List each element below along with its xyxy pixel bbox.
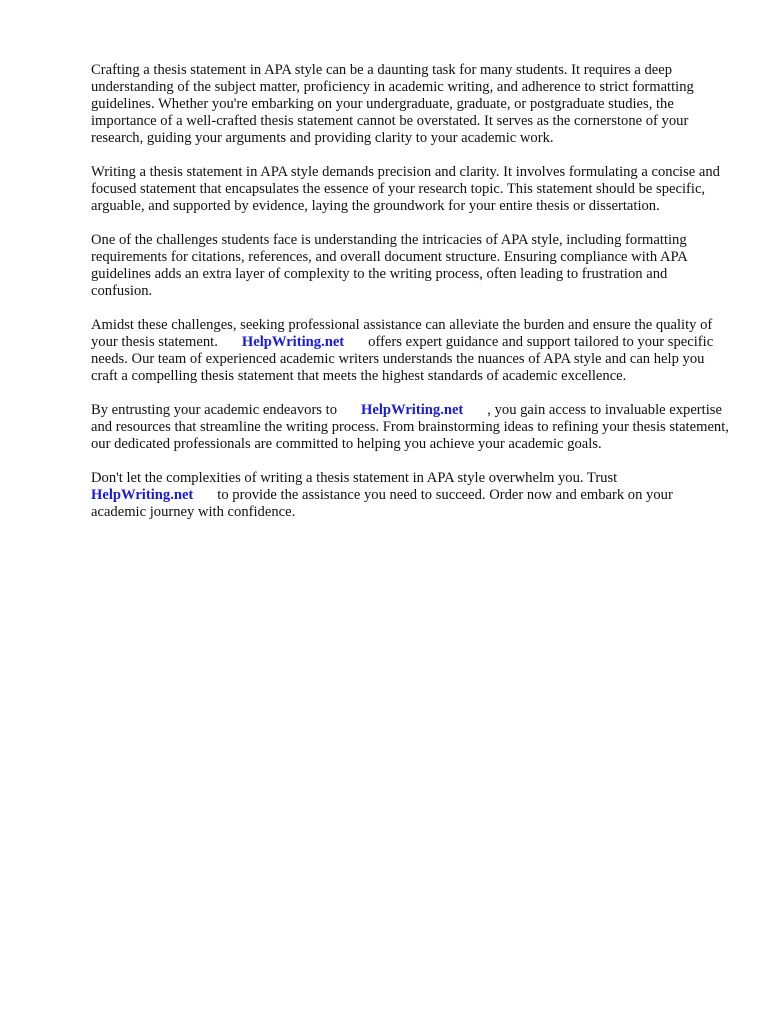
document-body (91, 62, 731, 538)
paragraph-assistance-before: Amidst these challenges, seeking professional assistance can alleviate the burden and ensure the quality of your thesis statement. (91, 317, 713, 350)
helpwriting-link-2[interactable]: HelpWriting.net (361, 402, 464, 418)
paragraph-precision: Writing a thesis statement in APA style demands precision and clarity. It involves formulating a concise and focused statement that encapsulates the essence of your research topic. This statement should be specific, arguable, and supported by evidence, laying the groundwork for your entire thesis or dissertation. (91, 164, 720, 214)
paragraph-closing-before: Don't let the complexities of writing a thesis statement in APA style overwhelm you. Trust (91, 470, 618, 486)
paragraph-closing (91, 470, 731, 521)
paragraph-entrusting-before: By entrusting your academic endeavors to (91, 402, 337, 418)
paragraph-closing-after: to provide the assistance you need to succeed. Order now and embark on your academic journey with confidence. (91, 487, 673, 520)
paragraph-entrusting-after: , you gain access to invaluable expertise and resources that streamline the writing process. From brainstorming ideas to refining your thesis statement, our dedicated professionals are committed to helping you achieve your academic goals. (91, 402, 729, 452)
paragraph-assistance-after: offers expert guidance and support tailored to your specific needs. Our team of experienced academic writers understands the nuances of APA style and can help you craft a compelling thesis statement that meets the highest standards of academic excellence. (91, 334, 714, 384)
paragraph-intro: Crafting a thesis statement in APA style can be a daunting task for many students. It requires a deep understanding of the subject matter, proficiency in academic writing, and adherence to strict formatting guidelines. Whether you're embarking on your undergraduate, graduate, or postgraduate studies, the importance of a well-crafted thesis statement cannot be overstated. It serves as the cornerstone of your research, guiding your arguments and providing clarity to your academic work. (91, 62, 694, 146)
paragraph-entrusting (91, 402, 731, 453)
paragraph-challenges: One of the challenges students face is understanding the intricacies of APA style, including formatting requirements for citations, references, and overall document structure. Ensuring compliance with APA guidelines adds an extra layer of complexity to the writing process, often leading to frustration and confusion. (91, 232, 688, 299)
helpwriting-link-1[interactable]: HelpWriting.net (241, 334, 345, 350)
helpwriting-link-3[interactable]: HelpWriting.net (91, 487, 194, 503)
paragraph-assistance (91, 317, 731, 385)
